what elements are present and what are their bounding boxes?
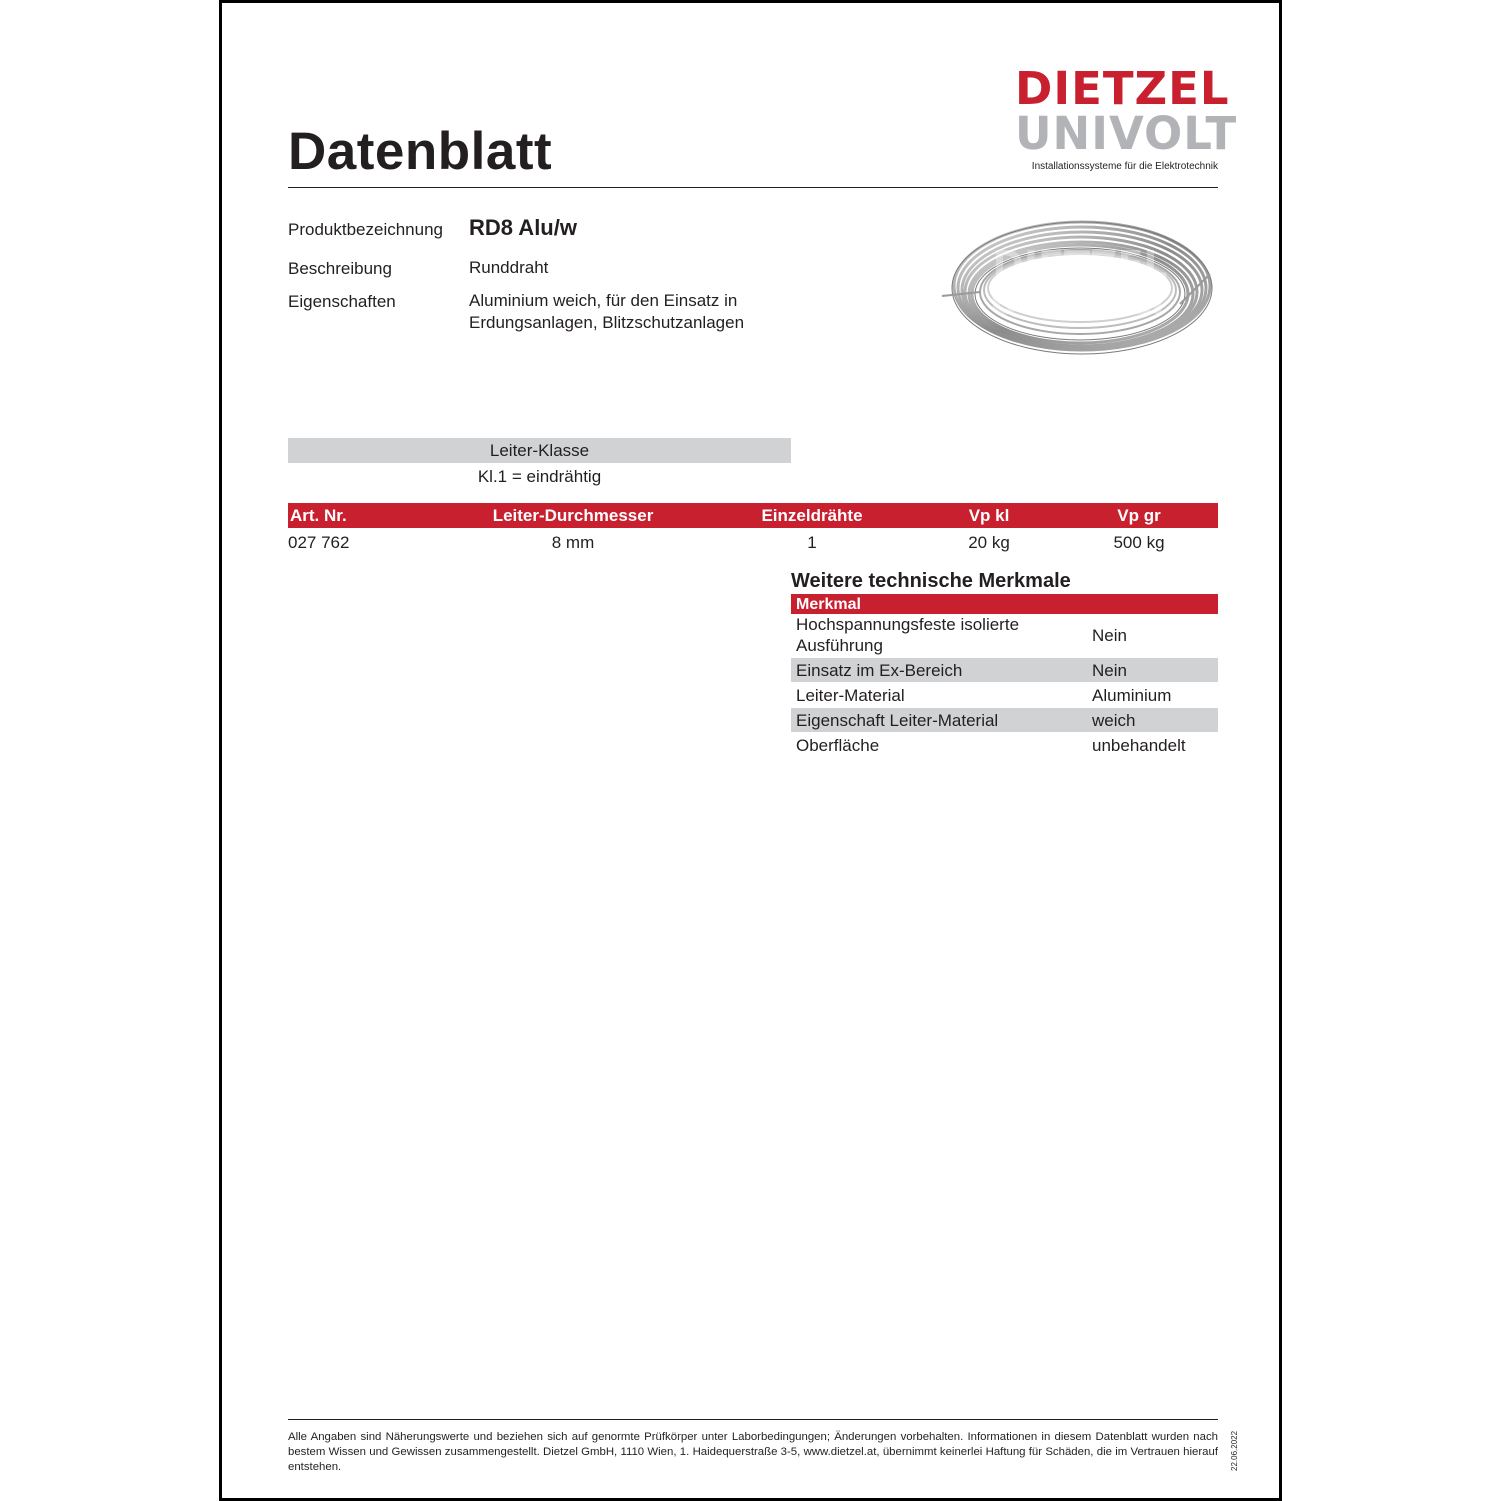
merkmal-value: Nein [1092,660,1127,680]
merkmal-key-line: Hochspannungsfeste isolierte [796,615,1020,634]
merkmal-row [791,658,1218,682]
logo-tagline: Installationssysteme für die Elektrotechnik [1031,161,1218,172]
merkmal-key: Einsatz im Ex-Bereich [796,660,963,680]
column-header-einzeldraehte: Einzeldrähte [761,506,863,525]
produkt-value: RD8 Alu/w [469,215,577,240]
merkmal-key: Oberfläche [796,735,880,755]
table-row [288,530,1218,554]
merkmal-key [791,614,1092,656]
footer-disclaimer: Alle Angaben sind Näherungswerte und beziehen sich auf genormte Prüfkörper unter Laborbedingungen; Änderungen vorbehalten. Informationen in diesem Datenblatt wurden nach bestem Wissen und Gewissen zusammengestellt. Dietzel GmbH, 1110 Wien, 1. Haidequerstraße 3-5, www.dietzel.at, übernimmt keinerlei Haftung für Schäden, die im Vertrauen hierauf entstehen. [288,1431,1218,1473]
merkmale-title: Weitere technische Merkmale [791,570,1071,592]
leiter-klasse-header: Leiter-Klasse [288,438,791,463]
merkmale-header: Merkmal [791,594,1218,614]
merkmal-row [791,733,1218,757]
cell-vp-kl: 20 kg [968,533,1010,552]
merkmal-key: Eigenschaft Leiter-Material [796,710,999,730]
merkmal-value: unbehandelt [1092,735,1186,755]
merkmal-key: Leiter-Material [796,685,905,705]
datasheet-page [219,0,1282,1501]
logo-word-univolt: UNIVOLT [1015,107,1238,160]
column-header-vp-kl: Vp kl [968,506,1010,525]
logo-word-dietzel: DIETZEL [1015,62,1230,115]
column-header-vp-gr: Vp gr [1117,506,1161,525]
merkmal-value: Aluminium [1092,685,1172,705]
eigenschaften-value [469,290,744,334]
merkmal-key-line: Ausführung [796,636,883,655]
merkmal-row [791,614,1218,656]
cell-einzeldraehte: 1 [807,533,817,552]
merkmal-row [791,683,1218,707]
watermark-dietzel: DIETZEL [992,243,1168,287]
produkt-label: Produktbezeichnung [288,220,444,239]
page-title: Datenblatt [288,122,553,181]
eigenschaften-line: Aluminium weich, für den Einsatz in [469,291,738,310]
document-date: 22.06.2022 [1230,1430,1239,1471]
eigenschaften-line: Erdungsanlagen, Blitzschutzanlagen [469,313,745,332]
eigenschaften-label: Eigenschaften [288,292,396,311]
leiter-klasse-value: Kl.1 = eindrähtig [477,467,602,486]
article-table-header [288,503,1218,528]
merkmale-table [791,594,1218,757]
merkmal-value: Nein [1092,625,1127,645]
cell-vp-gr: 500 kg [1113,533,1165,552]
company-logo [1015,62,1238,172]
beschreibung-label: Beschreibung [288,259,392,278]
beschreibung-value: Runddraht [469,258,549,277]
column-header-art-nr: Art. Nr. [290,506,347,525]
column-header-durchmesser: Leiter-Durchmesser [492,506,654,525]
merkmal-value: weich [1092,710,1136,730]
title-divider [288,187,1218,188]
merkmal-row [791,708,1218,732]
watermark-univolt: UNIVOLT [989,279,1171,323]
cell-art-nr: 027 762 [288,533,350,552]
cell-durchmesser: 8 mm [551,533,595,552]
wire-coil-image [940,208,1220,368]
footer-divider [288,1419,1218,1420]
